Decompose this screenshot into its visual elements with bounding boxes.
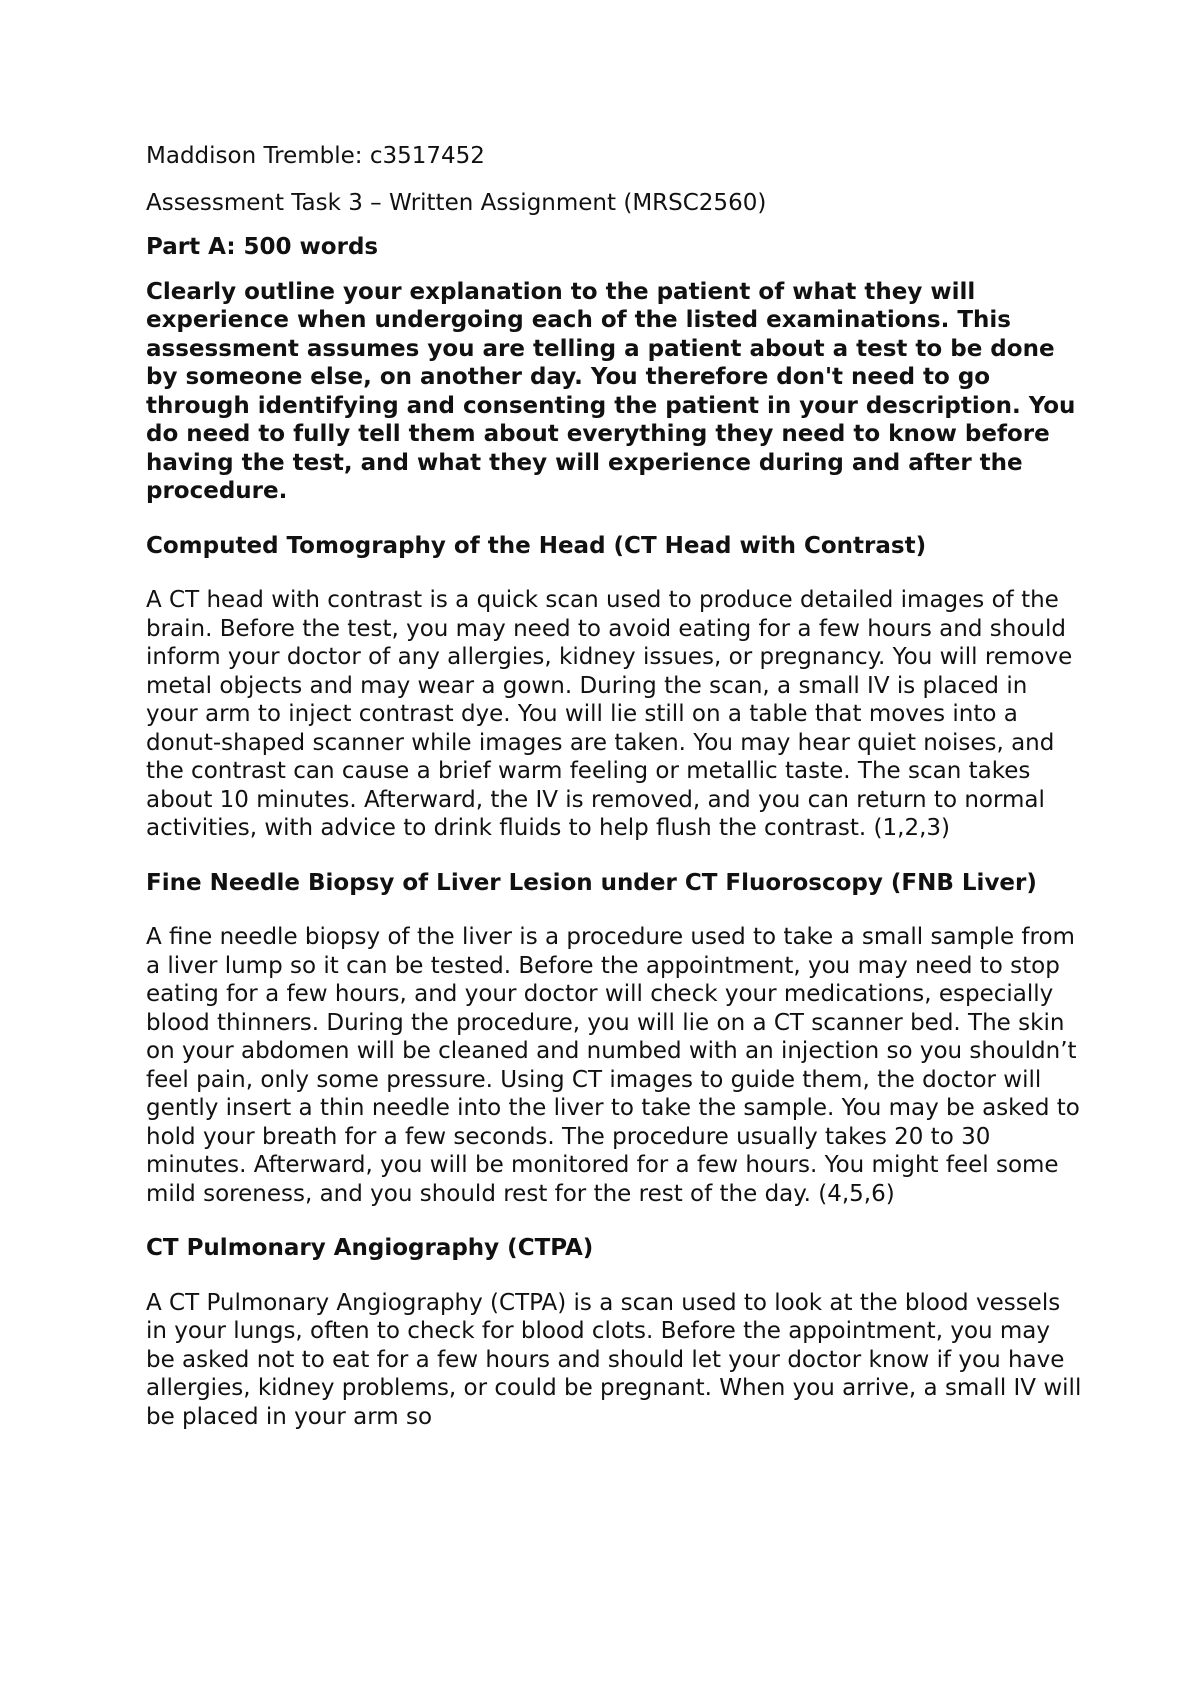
section-heading-ct-head: Computed Tomography of the Head (CT Head with Contrast) xyxy=(146,532,927,559)
section-body-fnb-liver: A fine needle biopsy of the liver is a procedure used to take a small sample from a liver lump so it can be tested. Before the appointment, you may need to stop eating for a few hours, and your doctor will check your medications, especially blood thinners. During the procedure, you will lie on a CT scanner bed. The skin on your abdomen will be cleaned and numbed with an injection so you shouldn’t feel pain, only some pressure. Using CT images to guide them, the doctor will gently insert a thin needle into the liver to take the sample. You may be asked to hold your breath for a few seconds. The procedure usually takes 20 to 30 minutes. Afterward, you will be monitored for a few hours. You might feel some mild soreness, and you should rest for the rest of the day. (4,5,6) xyxy=(146,924,1080,1207)
instructions-paragraph: Clearly outline your explanation to the patient of what they will experience when undergoing each of the listed examinations. This assessment assumes you are telling a patient about a test to be done by someone else, on another day. You therefore don't need to go through identifying and consenting the patient in your description. You do need to fully tell them about everything they need to know before having the test, and what they will experience during and after the procedure. xyxy=(146,278,1076,504)
part-heading: Part A: 500 words xyxy=(146,234,379,260)
section-heading-fnb-liver: Fine Needle Biopsy of Liver Lesion under CT Fluoroscopy (FNB Liver) xyxy=(146,869,1037,896)
author-line: Maddison Tremble: c3517452 xyxy=(146,143,485,169)
section-body-ctpa: A CT Pulmonary Angiography (CTPA) is a scan used to look at the blood vessels in your lungs, often to check for blood clots. Before the appointment, you may be asked not to eat for a few hours and should let your doctor know if you have allergies, kidney problems, or could be pregnant. When you arrive, a small IV will be placed in your arm so xyxy=(146,1289,1082,1430)
document-page xyxy=(146,142,1086,1457)
assessment-title: Assessment Task 3 – Written Assignment (MRSC2560) xyxy=(146,189,767,216)
section-body-ct-head: A CT head with contrast is a quick scan used to produce detailed images of the brain. Before the test, you may need to avoid eating for a few hours and should inform your doctor of any allergies, kidney issues, or pregnancy. You will remove metal objects and may wear a gown. During the scan, a small IV is placed in your arm to inject contrast dye. You will lie still on a table that moves into a donut-shaped scanner while images are taken. You may hear quiet noises, and the contrast can cause a brief warm feeling or metallic taste. The scan takes about 10 minutes. Afterward, the IV is removed, and you can return to normal activities, with advice to drink fluids to help flush the contrast. (1,2,3) xyxy=(146,587,1073,841)
section-heading-ctpa: CT Pulmonary Angiography (CTPA) xyxy=(146,1235,594,1261)
